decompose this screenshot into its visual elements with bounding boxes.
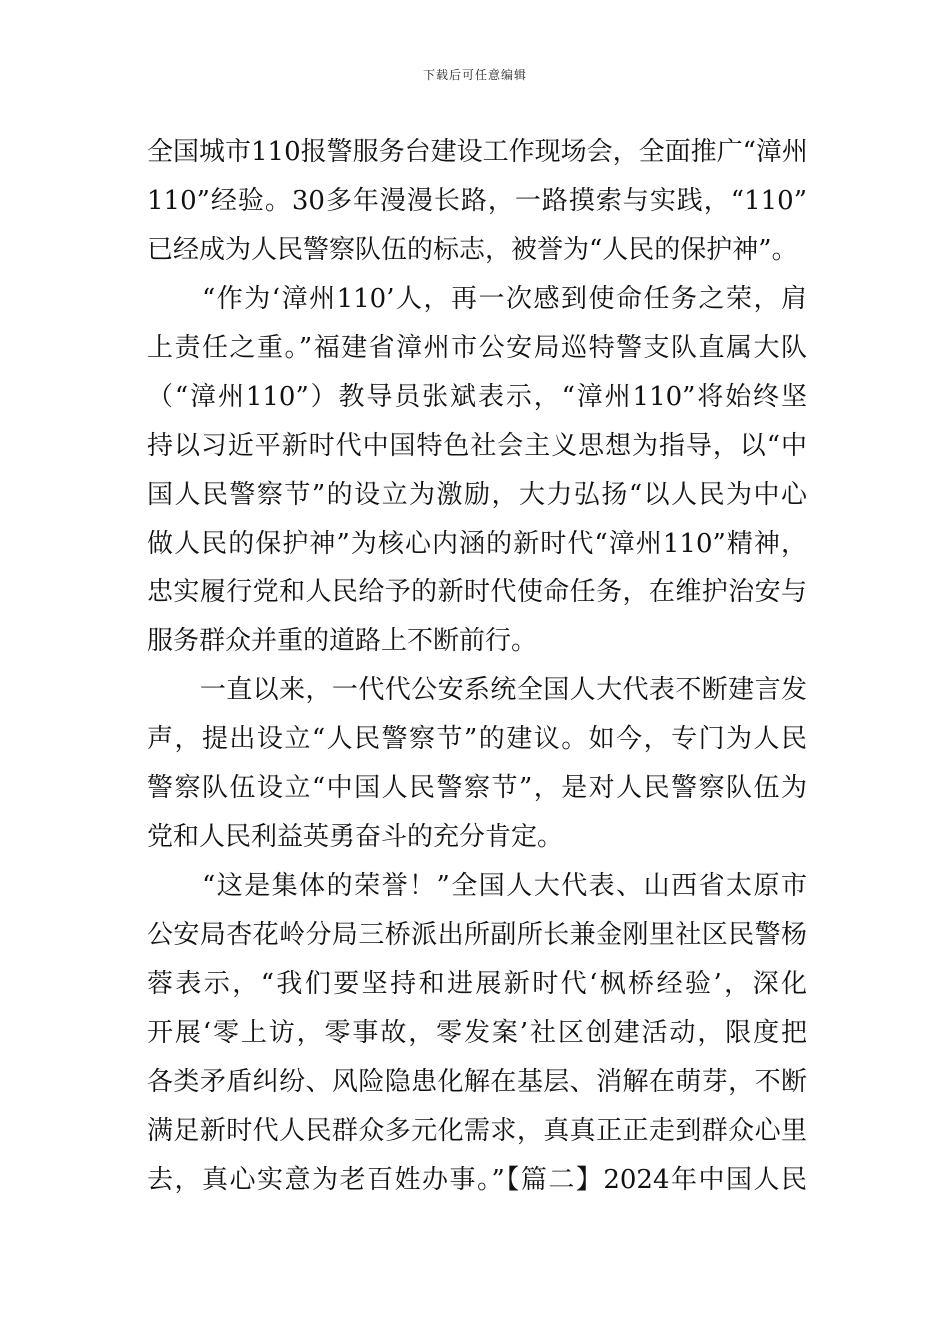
text-line: 服务群众并重的道路上不断前行。 <box>147 626 538 657</box>
text-line: 做人民的保护神”为核心内涵的新时代“漳州110”精神， <box>147 528 807 559</box>
text-line: “作为‘漳州110’人，再一次感到使命任务之荣，肩 <box>147 283 807 314</box>
text-line: 声，提出设立“人民警察节”的建议。如今，专门为人民 <box>147 724 807 755</box>
text-line: （“漳州110”）教导员张斌表示，“漳州110”将始终坚 <box>147 381 807 412</box>
text-line: 上责任之重。”福建省漳州市公安局巡特警支队直属大队 <box>147 332 807 363</box>
text-line: 警察队伍设立“中国人民警察节”，是对人民警察队伍为 <box>147 773 807 804</box>
text-line: 去，真心实意为老百姓办事。”【篇二】2024年中国人民 <box>147 1164 807 1195</box>
page-header-note: 下载后可任意编辑 <box>422 68 527 82</box>
text-line: 各类矛盾纠纷、风险隐患化解在基层、消解在萌芽，不断 <box>147 1066 807 1097</box>
text-line: 满足新时代人民群众多元化需求，真真正正走到群众心里 <box>147 1115 807 1146</box>
text-line: 蓉表示，“我们要坚持和进展新时代‘枫桥经验’，深化 <box>147 968 807 999</box>
text-line: 忠实履行党和人民给予的新时代使命任务，在维护治安与 <box>147 577 807 608</box>
text-line: 持以习近平新时代中国特色社会主义思想为指导，以“中 <box>147 430 807 461</box>
text-line: 已经成为人民警察队伍的标志，被誉为“人民的保护神”。 <box>147 234 798 265</box>
text-line: 一直以来，一代代公安系统全国人大代表不断建言发 <box>147 675 807 706</box>
document-body <box>147 128 807 1205</box>
text-line: 党和人民利益英勇奋斗的充分肯定。 <box>147 822 564 853</box>
text-line: 110”经验。30多年漫漫长路，一路摸索与实践，“110” <box>147 185 807 216</box>
text-line: 开展‘零上访，零事故，零发案’社区创建活动，限度把 <box>147 1017 807 1048</box>
text-line: 国人民警察节”的设立为激励，大力弘扬“以人民为中心 <box>147 479 807 510</box>
text-line: 全国城市110报警服务台建设工作现场会，全面推广“漳州 <box>147 137 808 167</box>
text-line: 公安局杏花岭分局三桥派出所副所长兼金刚里社区民警杨 <box>147 920 807 950</box>
text-line: “这是集体的荣誉！”全国人大代表、山西省太原市 <box>147 871 807 902</box>
